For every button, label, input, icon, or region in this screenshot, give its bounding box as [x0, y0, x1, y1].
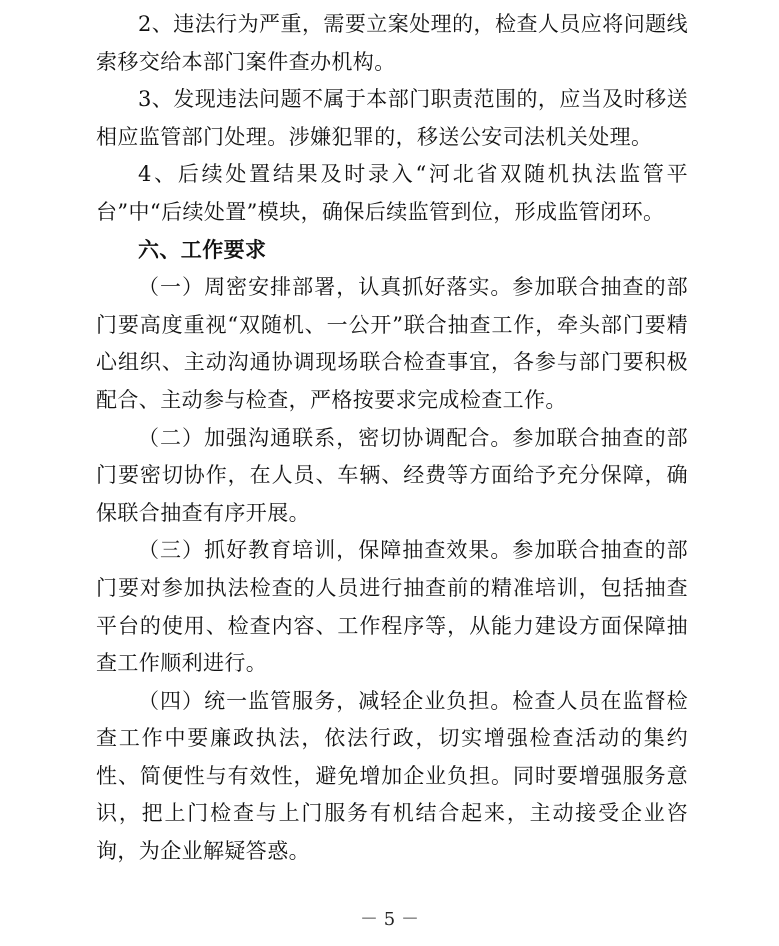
requirement-1: [96, 269, 688, 419]
paragraph-item-3: 3、发现违法问题不属于本部门职责范围的，应当及时移送相应监管部门处理。涉嫌犯罪的，移送公安司法机关处理。: [96, 87, 688, 149]
requirement-3-title: （三）抓好教育培训，保障抽查效果。: [138, 538, 513, 563]
requirement-4-title: （四）统一监管服务，减轻企业负担。: [138, 688, 513, 713]
requirement-3-body: 参加联合抽查的部门要对参加执法检查的人员进行抽查前的精准培训，包括抽查平台的使用、检查内容、工作程序等，从能力建设方面保障抽查工作顺利进行。: [96, 538, 688, 676]
requirement-2: [96, 420, 688, 533]
requirement-4: [96, 683, 688, 871]
document-page: [96, 6, 688, 871]
paragraph-item-4: 4、后续处置结果及时录入“河北省双随机执法监管平台”中“后续处置”模块，确保后续监管到位，形成监管闭环。: [96, 162, 688, 224]
requirement-4-body: 检查人员在监督检查工作中要廉政执法，依法行政，切实增强检查活动的集约性、简便性与有效性，避免增加企业负担。同时要增强服务意识，把上门检查与上门服务有机结合起来，主动接受企业咨询，为企业解疑答惑。: [96, 688, 688, 864]
requirement-1-body: 参加联合抽查的部门要高度重视“双随机、一公开”联合抽查工作，牵头部门要精心组织、主动沟通协调现场联合检查事宜，各参与部门要积极配合、主动参与检查，严格按要求完成检查工作。: [96, 275, 688, 412]
requirement-1-title: （一）周密安排部署，认真抓好落实。: [138, 275, 513, 300]
requirement-2-title: （二）加强沟通联系，密切协调配合。: [138, 425, 513, 450]
requirement-2-body: 参加联合抽查的部门要密切协作，在人员、车辆、经费等方面给予充分保障，确保联合抽查有序开展。: [96, 425, 688, 525]
requirement-3: [96, 532, 688, 682]
page-number: － 5 －: [360, 909, 419, 930]
paragraph-item-2: 2、违法行为严重，需要立案处理的，检查人员应将问题线索移交给本部门案件查办机构。: [96, 12, 688, 74]
section-heading: 六、工作要求: [138, 237, 267, 262]
